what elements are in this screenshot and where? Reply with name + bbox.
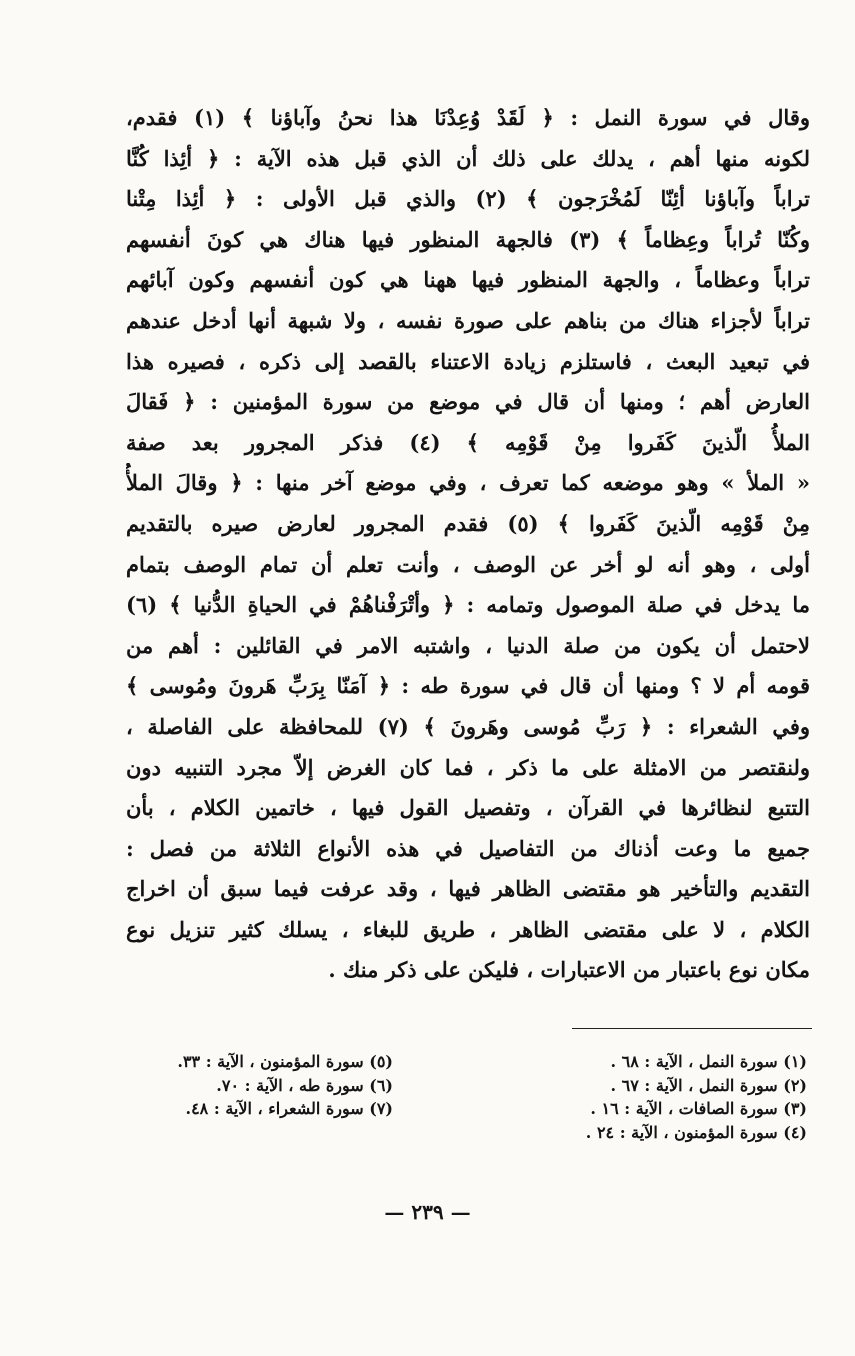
- text-line: أولى ، وهو أنه لو أخر عن الوصف ، وأنت تعلم أن تمام الوصف بتمام: [126, 551, 810, 577]
- text-line: الكلام ، لا على مقتضى الظاهر ، طريق للبغاء ، يسلك كثير تنزيل نوع: [126, 916, 810, 942]
- text-line: التتبع لنظائرها في القرآن ، وتفصيل القول فيها ، خاتمين الكلام ، بأن: [126, 795, 810, 821]
- text-line: تراباً وعظاماً ، والجهة المنظور فيها ههنا هي كون أنفسهم وكون آبائهم: [126, 267, 810, 293]
- text-line: جميع ما وعت أذناك من التفاصيل في هذه الأنواع الثلاثة من فصل :: [126, 835, 810, 861]
- text-line: لاحتمل أن يكون من صلة الدنيا ، واشتبه الامر في القائلين : أهم من: [126, 632, 810, 658]
- footnote: (٣) سورة الصافات ، الآية : ١٦ .: [590, 1099, 807, 1118]
- text-line: « الملأ » وهو موضعه كما تعرف ، وفي موضع آخر منها : ﴿ وقالَ الملأُ: [126, 470, 810, 496]
- text-line: مكان نوع باعتبار من الاعتبارات ، فليكن على ذكر منك .: [328, 957, 810, 983]
- footnote: (٢) سورة النمل ، الآية : ٦٧ .: [610, 1075, 807, 1095]
- text-line: وفي الشعراء : ﴿ رَبِّ مُوسى وهَرونَ ﴾ (٧) للمحافظة على الفاصلة ،: [126, 713, 810, 739]
- text-line: العارض أهم ؛ ومنها أن قال في موضع من سورة المؤمنين : ﴿ فَقالَ: [126, 389, 810, 415]
- text-line: وقال في سورة النمل : ﴿ لَقَدْ وُعِدْنَا هذا نحنُ وآباؤنا ﴾ (١) فقدم،: [126, 105, 810, 130]
- page-number: — ٢٣٩ —: [384, 1200, 471, 1224]
- footnote: (١) سورة النمل ، الآية : ٦٨ .: [610, 1052, 807, 1071]
- text-line: قومه أم لا ؟ ومنها أن قال في سورة طه : ﴿ آمَنّا بِرَبِّ هَرونَ ومُوسى ﴾: [126, 673, 810, 699]
- text-line: تراباً لأجزاء هناك من بناهم على صورة نفسه ، ولا شبهة أنها أدخل عندهم: [126, 307, 810, 333]
- footnote: (٤) سورة المؤمنون ، الآية : ٢٤ .: [585, 1122, 807, 1142]
- text-line: في تبعيد البعث ، فاستلزم زيادة الاعتناء بالقصد إلى ذكره ، فصيره هذا: [126, 348, 810, 374]
- text-line: ما يدخل في صلة الموصول وتمامه : ﴿ وأتْرَفْناهُمْ في الحياةِ الدُّنيا ﴾ (٦): [126, 592, 810, 618]
- text-line: تراباً وآباؤنا أئِنّا لَمُخْرَجون ﴾ (٢) والذي قبل الأولى : ﴿ أئِذا مِتْنا: [126, 186, 810, 212]
- footnote: (٦) سورة طه ، الآية : ٧٠.: [216, 1075, 393, 1095]
- footnote: (٧) سورة الشعراء ، الآية : ٤٨.: [185, 1099, 393, 1118]
- body-text: [126, 98, 810, 991]
- footnotes-column-right: [477, 1050, 807, 1144]
- footnote: (٥) سورة المؤمنون ، الآية : ٣٣.: [177, 1052, 393, 1071]
- text-line: التقديم والتأخير هو مقتضى الظاهر فيها ، وقد عرفت فيما سبق أن اخراج: [126, 876, 810, 902]
- text-line: ولنقتصر من الامثلة على ما ذكر ، فما كان الغرض إلاّ مجرد التنبيه دون: [126, 754, 810, 780]
- footnotes-column-left: [73, 1050, 393, 1121]
- text-line: مِنْ قَوْمِه الّذينَ كَفَروا ﴾ (٥) فقدم المجرور لعارض صيره بالتقديم: [126, 510, 810, 536]
- footnote-separator: [572, 1028, 812, 1029]
- text-line: وكُنّا تُراباً وعِظاماً ﴾ (٣) فالجهة المنظور فيها هناك هي كونَ أنفسهم: [126, 226, 810, 252]
- text-line: لكونه منها أهم ، يدلك على ذلك أن الذي قبل هذه الآية : ﴿ أئِذا كُنَّا: [126, 145, 810, 171]
- text-line: الملأُ الّذينَ كَفَروا مِنْ قَوْمِه ﴾ (٤) فذكر المجرور بعد صفة: [126, 429, 810, 455]
